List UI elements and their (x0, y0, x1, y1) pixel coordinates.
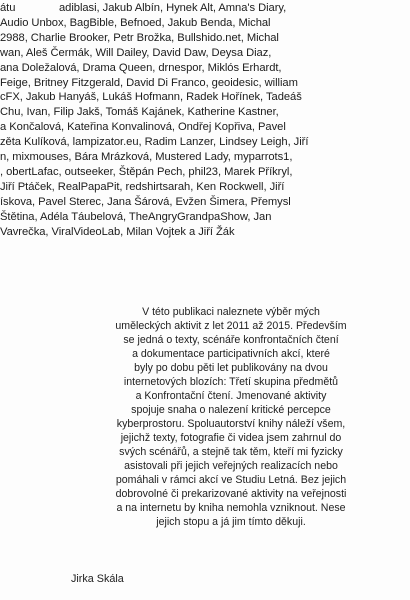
credit-line-fragment: átu (0, 2, 16, 14)
credit-line: zěta Kulíková, lampizator.eu, Radim Lanzer, Lindsey Leigh, Jiří (0, 136, 309, 149)
credit-line-text: adiblasi, Jakub Albín, Hynek Alt, Amna's Diary, (59, 2, 287, 14)
credit-line: a Končalová, Kateřina Konvalinová, Ondřej Kopřiva, Pavel (0, 121, 286, 134)
credit-line: ana Doležalová, Drama Queen, drnespor, Miklós Erhardt, (0, 61, 282, 74)
credits-list (0, 1, 410, 240)
statement-line: jejich stopu a já jim tímto děkuji. (156, 516, 306, 528)
credit-line: n, mixmouses, Bára Mrázková, Mustered Lady, myparrots1, (0, 151, 293, 164)
statement-line: V této publikaci naleznete výběr mých (142, 306, 320, 318)
statement-line: spojuje snaha o nalezení kritické percepce (131, 404, 331, 416)
statement-line: kyberprostoru. Spoluautorství knihy náleží všem, (116, 418, 346, 430)
credit-line: Audio Unbox, BagBible, Befnoed, Jakub Benda, Michal (0, 16, 271, 29)
credit-line: , obertLafac, outseeker, Štěpán Pech, phil23, Marek Příkryl, (0, 165, 293, 178)
statement-line: byly po dobu pěti let publikovány na dvou (134, 362, 328, 374)
statement-line: uměleckých aktivit z let 2011 až 2015. Především (115, 320, 347, 332)
credit-line: ískova, Pavel Sterec, Jana Šárová, Evžen Šimera, Přemysl (0, 195, 291, 208)
credit-line: cFX, Jakub Hanyáš, Lukáš Hofmann, Radek Hořínek, Tadeáš (0, 91, 302, 104)
credit-line: Jiří Ptáček, RealPapaPit, redshirtsarah, Ken Rockwell, Jiří (0, 180, 285, 193)
author-statement (71, 305, 391, 529)
statement-line: a dokumentace participativních akcí, které (132, 348, 330, 360)
statement-line: internetových blozích: Třetí skupina předmětů (123, 376, 339, 388)
credit-line: Feige, Britney Fitzgerald, David Di Franco, geoidesic, william (0, 76, 298, 89)
statement-line: dobrovolné či prekarizované aktivity na veřejnosti (115, 488, 347, 500)
statement-line: jejichž texty, fotografie či videa jsem zahrnul do (120, 432, 342, 444)
statement-line: pomáhali v rámci akcí ve Studiu Letná. Bez jejich (115, 474, 347, 486)
statement-line: asistovali při jejich veřejných realizacích nebo (124, 460, 338, 472)
credit-line (0, 1, 410, 16)
author-signature: Jirka Skála (71, 573, 124, 585)
statement-line: a Konfrontační čtení. Jmenované aktivity (135, 390, 327, 402)
statement-line: se jedná o texty, scénáře konfrontačních čtení (123, 334, 339, 346)
credit-line: Štětina, Adéla Táubelová, TheAngryGrandpaShow, Jan (0, 210, 272, 223)
credit-line: 2988, Charlie Brooker, Petr Brožka, Bullshido.net, Michal (0, 31, 279, 44)
statement-line: a na internetu by kniha nemohla vzniknout. Nese (116, 502, 346, 514)
credit-line: wan, Aleš Čermák, Will Dailey, David Daw, Deysa Diaz, (0, 46, 272, 59)
credit-line: Vavrečka, ViralVideoLab, Milan Vojtek a Jiří Žák (0, 225, 235, 238)
statement-line: svých scénářů, a stejně tak těm, kteří mi fyzicky (119, 446, 343, 458)
credit-line: Chu, Ivan, Filip Jakš, Tomáš Kajánek, Katherine Kastner, (0, 106, 279, 119)
